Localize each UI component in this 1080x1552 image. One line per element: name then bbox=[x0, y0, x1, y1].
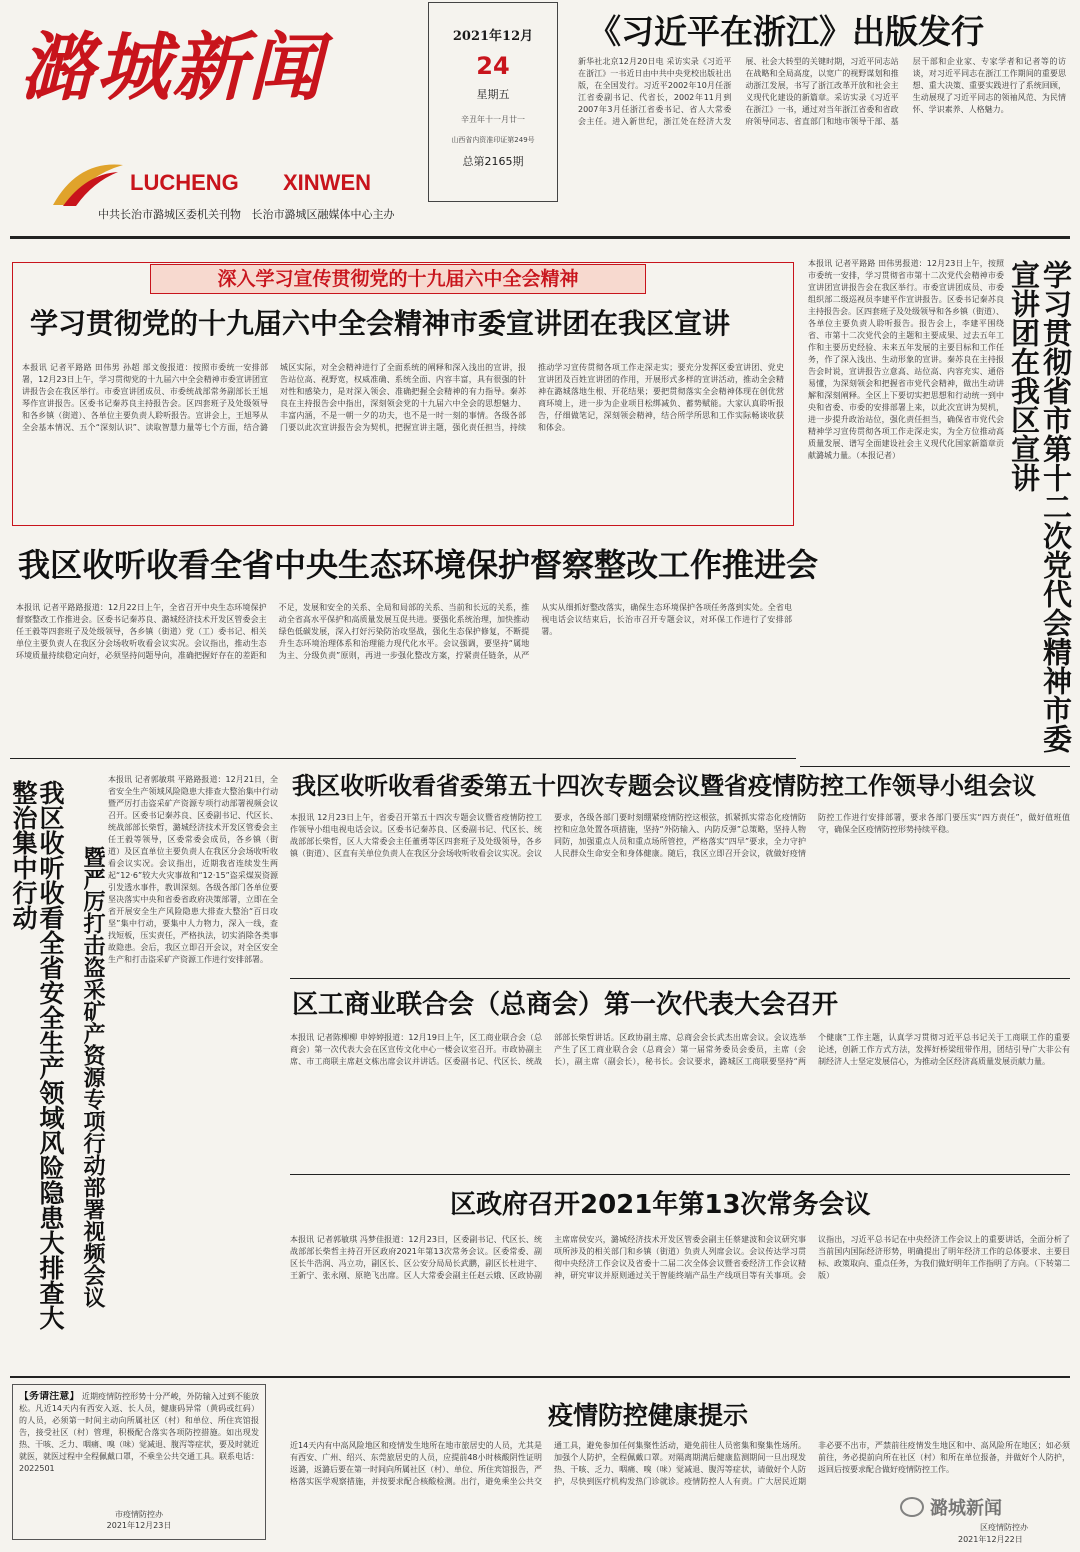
right-vertical-body: 本报讯 记者平路路 田伟男报道：12月23日上午，按照市委统一安排，学习贯彻省市第十二次党代会精神市委宣讲团宣讲报告会在我区举行。市委宣讲团成员、市委组织部二级巡视员李建平作宣讲报告。区委书记秦苏良主持报告会。区四套班子及处级领导和各乡镇（街道）、各单位主要负责人聆听报告。报告会上，李建平围绕省、市第十二次党代会的主题和主要成果、过去五年工作和主要历史经验、未来五年发展的主要目标和工作任务，作了深入浅出、生动形象的宣讲。秦苏良在主持报告会时说，宣讲报告立意高、站位高、内容充实、通俗易懂，为深刻领会和把握省市党代会精神，做出生动讲解和深刻阐释。全区上下要切实把思想和行动统一到中央和省委、市委的安排部署上来，以此次宣讲为契机，进一步提升政治站位，强化责任担当，确保省市党代会精神学习宣传贯彻各项工作走深走实，为全方位推动高质量发展、谱写全面建设社会主义现代化国家新篇章贡献潞城力量。（本报记者） bbox=[808, 259, 1004, 460]
masthead-divider bbox=[10, 236, 1070, 239]
notice-date: 2021年12月23日 bbox=[106, 1521, 172, 1530]
masthead bbox=[0, 0, 1080, 236]
health-body: 近14天内有中高风险地区和疫情发生地所在地市旅居史的人员，尤其是有西安、广州、绍兴、东莞旅居史的人员，应提前48小时核酸阴性证明返潞，返潞后要在第一时间向所属社区（村）、单位、所住宾馆报告，严格落实医学观察措施，并按要求配合核酸检测。出行，避免乘坐公共交通工具，避免参加任何集聚性活动，避免前往人员密集和聚集性场所。加强个人防护，全程佩戴口罩。对隔离期满后健康监测期间一旦出现发热、干咳、乏力、咽痛、嗅（味）觉减退、腹泻等症状，请做好个人防护，尽快到医疗机构发热门诊就诊。疫情防控人人有责。广大居民近期非必要不出市，严禁前往疫情发生地区和中、高风险所在地区；如必须前往，务必提前向所在社区（村）和所在单位报备，并做好个人防护，返回后按要求配合做好疫情防控工作。 bbox=[290, 1441, 1070, 1486]
divider-5 bbox=[10, 1376, 1070, 1378]
story1-body: 本报讯 记者平路路 田伟男 孙超 部文俊报道：按照市委统一安排部署，12月23日上午，学习贯彻党的十九届六中全会精神市委宣讲团宣讲报告会在我区举行。市委宣讲团成员、市委统战部常务副部长王旭琴作宣讲报告。区委书记秦苏良主持报告会。区四套班子及处级领导和各乡镇（街道）、各单位主要负责人聆听报告。宣讲会上，王旭琴从全会基本情况、五个“深刻认识”、读取智慧力量等七个方面，结合潞城区实际，对全会精神进行了全面系统的阐释和深入浅出的宣讲，报告站位高、视野宽，权威准确、系统全面、内容丰富，具有很强的针对性和感染力，是对深入领会、准确把握全会精神的有力指导。秦苏良在主持报告会中指出，深刻领会党的十九届六中全会的思想魅力、丰富内涵，不是一朝一夕的功夫，也不是一时一刻的事情。各级各部门要以此次宣讲报告会为契机，把握宣讲主题，强化责任担当，持续推动学习宣传贯彻各项工作走深走实；要充分发挥区委宣讲团、党史宣讲团及百姓宣讲团的作用，开展形式多样的宣讲活动，推动全会精神在潞城落地生根、开花结果；要把贯彻落实全会精神体现在创优营商环境上，进一步为企业项目松绑减负、蓄势赋能。大家认真聆听报告，仔细做笔记，深刻领会精神，结合所学所思和工作实际畅谈收获和体会。 bbox=[22, 363, 784, 432]
date-issue: 总第2165期 bbox=[462, 155, 524, 168]
story3-headline: 我区收听收看省委第五十四次专题会议暨省疫情防控工作领导小组会议 bbox=[292, 772, 1036, 800]
right-column bbox=[808, 250, 1072, 770]
date-year-month: 2021年12月 bbox=[452, 29, 534, 44]
notice-box bbox=[12, 1384, 266, 1540]
notice-body-wrap bbox=[19, 1391, 259, 1503]
wechat-icon bbox=[900, 1497, 924, 1517]
story5-headline: 区政府召开2021年第13次常务会议 bbox=[450, 1190, 871, 1220]
watermark bbox=[900, 1494, 1002, 1520]
logo-swoosh-icon bbox=[48, 160, 128, 210]
date-lunar: 辛丑年十一月廿一 bbox=[461, 115, 525, 124]
left-column bbox=[9, 766, 282, 1366]
masthead-en-2: XINWEN bbox=[283, 170, 371, 195]
watermark-text: 潞城新闻 bbox=[930, 1498, 1002, 1519]
date-block bbox=[428, 2, 558, 202]
top-story-headline: 《习近平在浙江》出版发行 bbox=[588, 12, 984, 51]
story3-body: 本报讯 12月23日上午，省委召开第五十四次专题会议暨省疫情防控工作领导小组电视电话会议。区委书记秦苏良、区委副书记、代区长、统战部部长柴哲，区人大常委会主任董勇等区四套班子及处级领导，各乡镇（街道）、区直有关单位负责人在我区分会场收听收看会议实况。会议要求，各级各部门要时刻绷紧疫情防控这根弦，抓紧抓实常态化疫情防控和应急处置各项措施，坚持“外防输入、内防反弹”总策略，坚持人物同防，加强重点人员和重点场所管控，严格落实“四早”要求，全力守护人民群众生命安全和身体健康。随后，我区立即召开会议，就做好疫情防控工作进行安排部署，要求各部门要压实“四方责任”，做好值班值守，确保全区疫情防控形势持续平稳。 bbox=[290, 813, 1070, 858]
story2-headline: 我区收听收看全省中央生态环境保护督察整改工作推进会 bbox=[18, 546, 819, 584]
health-sign: 区疫情防控办 bbox=[980, 1523, 1028, 1532]
left-vertical-body: 本报讯 记者郭敏琪 平路路报道：12月21日，全省安全生产领域风险隐患大排查大整治集中行动暨严厉打击盗采矿产资源专项行动部署视频会议召开。区委书记秦苏良、区委副书记、代区长、统战部部长柴哲，潞城经济技术开发区管委会主任王毅等领导，区委常委会成员，各乡镇（街道）及区直单位主要负责人在我区分会场收听收看会议实况。会议指出，近期我省连续发生两起“12·6”较大火灾事故和“12·15”盗采煤炭资源引发透水事件，教训深刻。各级各部门各单位要坚决落实中央和省委省政府决策部署，立即在全省开展安全生产风险隐患大排查大整治“百日攻坚”集中行动，要集中人力物力，深入一线，查找短板，压实责任，严格执法，切实消除各类事故隐患。会后，我区立即召开会议，对全区安全生产和打击盗采矿产资源工作进行安排部署。 bbox=[108, 775, 278, 964]
left-vertical-headline-a: 我区收听收看全省安全生产领域风险隐患大排查大整治集中行动 bbox=[9, 780, 65, 1330]
masthead-sponsor: 中共长治市潞城区委机关刊物 长治市潞城区融媒体中心主办 bbox=[98, 208, 395, 221]
notice-sign: 市疫情防控办 bbox=[115, 1510, 163, 1519]
health-date: 2021年12月22日 bbox=[958, 1535, 1023, 1544]
masthead-en-1: LUCHENG bbox=[130, 170, 239, 195]
divider-2 bbox=[10, 758, 796, 759]
date-weekday: 星期五 bbox=[476, 88, 510, 101]
notice-body: 近期疫情防控形势十分严峻，外防输入过到不能放松。凡近14天内有西安入返、长人员，健康码异常（黄码或红码）的人员，必须第一时间主动向所属社区（村）和单位、所住宾馆报告，接受社区（村）管理，积极配合落实各项防控措施。如出现发热、干咳、乏力、咽痛、嗅（味）觉减退、腹泻等症状，要及时就近就医，就医过程中全程佩戴口罩，不乘坐公共交通工具。联系电话：2022501 bbox=[19, 1392, 259, 1473]
story4-headline: 区工商业联合会（总商会）第一次代表大会召开 bbox=[292, 990, 839, 1020]
story1-headline: 学习贯彻党的十九届六中全会精神市委宣讲团在我区宣讲 bbox=[30, 307, 731, 340]
story5-body: 本报讯 记者郭敏琪 冯梦佳报道：12月23日，区委副书记、代区长、统战部部长柴哲主持召开区政府2021年第13次常务会议。区委常委、副区长牛浩润、冯立功，副区长、区公安分局局长武鹏，副区长杜进宇、王新宁、张永刚、原艳飞出席。区人大常委会副主任赵云娥、区政协副主席席侯安兴，潞城经济技术开发区管委会副主任蔡建波和会议研究事项所涉及的相关部门和乡镇（街道）负责人列席会议。会议传达学习贯彻中央经济工作会议及省委十二届二次全体会议暨省委经济工作会议精神，研究审议并原则通过关于智能终端产品生产线项目等有关事项。会议指出，习近平总书记在中央经济工作会议上的重要讲话，全面分析了当前国内国际经济形势，明确提出了明年经济工作的总体要求、主要目标、政策取向、重点任务，为我们做好明年工作指明了方向。（下转第二版） bbox=[290, 1235, 1070, 1280]
top-story-body: 新华社北京12月20日电 采访实录《习近平在浙江》一书近日由中共中央党校出版社出版，在全国发行。习近平2002年10月任浙江省委副书记、代省长，2002年11月到2007年3月任浙江省委书记、省人大常委会主任。进入新世纪，浙江处在经济大发展、社会大转型的关键时期，习近平同志站在战略和全局高度，以宽广的视野谋划和推动浙江发展，书写了浙江改革开放和社会主义现代化建设的新篇章。采访实录《习近平在浙江》一书，通过对当年浙江省委和省政府领导同志、省直部门和地市领导干部、基层干部和企业家、专家学者和记者等的访谈，对习近平同志在浙江工作期间的重要思想、重大决策、重要实践进行了系统回顾，生动展现了习近平同志的领袖风范、为民情怀、学识素养、人格魅力。 bbox=[578, 57, 1066, 126]
section-banner: 深入学习宣传贯彻党的十九届六中全会精神 bbox=[150, 264, 646, 294]
story2-body: 本报讯 记者平路路报道：12月22日上午，全省召开中央生态环境保护督察整改工作推进会。区委书记秦苏良、潞城经济技术开发区管委会主任王毅等四套班子及处级领导，各乡镇（街道）党（工）委书记、相关单位主要负责人在我区分会场收听收看会议实况。会议指出，推动生态环境质量持续稳定向好，必须坚持问题导向，准确把握好存在的差距和不足，发展和安全的关系、全局和局部的关系、当前和长远的关系，推动全省高水平保护和高质量发展互促共进。要强化系统治理，加快推动绿色低碳发展，深入打好污染防治攻坚战，强化生态保护修复，不断提升生态环境治理体系和治理能力现代化水平。会议强调，要坚持“属地为主、分级负责”原则，再进一步强化整改方案，拧紧责任链条，从严从实从细抓好整改落实，确保生态环境保护各项任务落到实处。全省电视电话会议结束后，长治市召开专题会议，对环保工作进行了安排部署。 bbox=[16, 603, 792, 660]
story4-body: 本报讯 记者陈柳柳 申婷婷报道：12月19日上午，区工商业联合会（总商会）第一次代表大会在区宣传文化中心一楼会议室召开。市政协副主席、市工商联主席赵文栋出席会议并讲话。区委副书记、代区长、统战部部长柴哲讲话。区政协副主席、总商会会长武杰出席会议。会议选举产生了区工商业联合会（总商会）第一届常务委员会委员，主席（会长），副主席（副会长），秘书长。会议要求，潞城区工商联要坚持“两个健康”工作主题，认真学习贯彻习近平总书记关于工商联工作的重要论述，创新工作方式方法，发挥好桥梁纽带作用，团结引导广大非公有制经济人士坚定发展信心，为推动全区经济高质量发展贡献力量。 bbox=[290, 1033, 1070, 1066]
masthead-title: 潞城新闻 bbox=[20, 25, 324, 111]
date-license: 山西省内资准印证第249号 bbox=[451, 136, 535, 144]
divider-3 bbox=[290, 978, 1070, 979]
notice-title: 【务请注意】 bbox=[19, 1391, 80, 1402]
health-headline: 疫情防控健康提示 bbox=[548, 1401, 749, 1430]
right-vertical-headline: 学习贯彻省市第十二次党代会精神市委宣讲团在我区宣讲 bbox=[1007, 260, 1073, 753]
date-day: 24 bbox=[476, 52, 510, 80]
left-vertical-headline-b: 暨严厉打击盗采矿产资源专项行动部署视频会议 bbox=[80, 846, 105, 1308]
divider-4 bbox=[290, 1174, 1070, 1175]
